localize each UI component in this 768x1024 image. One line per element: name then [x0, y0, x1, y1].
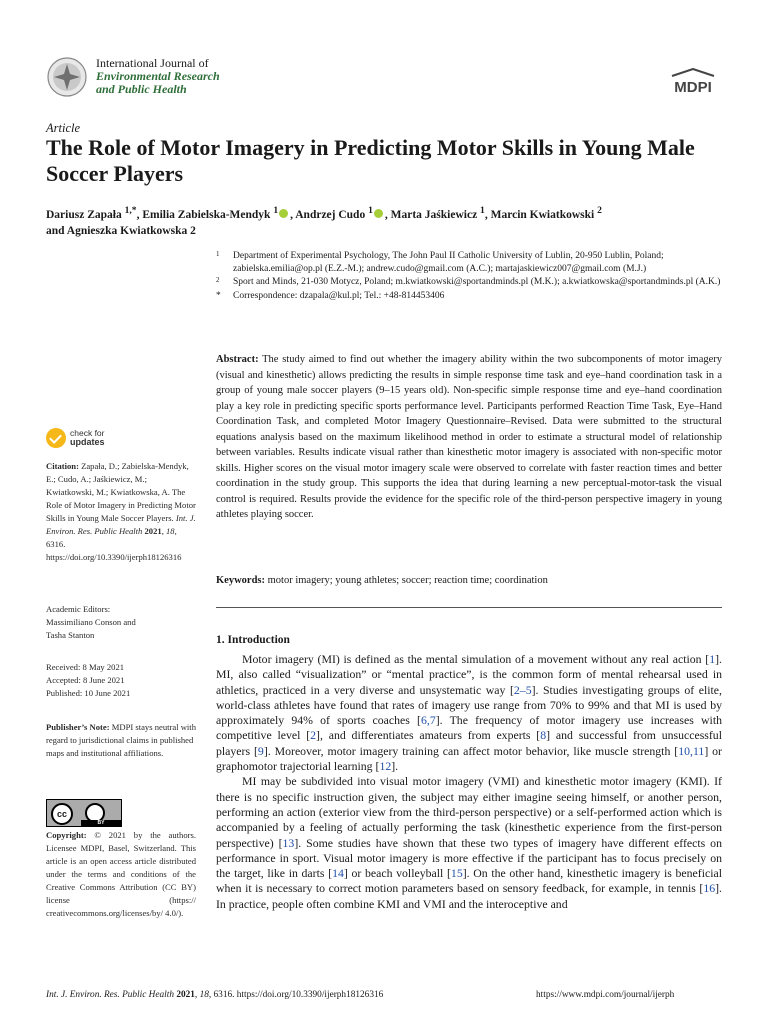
section-heading: 1. Introduction — [216, 634, 290, 646]
footer-year: 2021 — [176, 990, 195, 1000]
journal-name-line3: and Public Health — [96, 82, 187, 96]
orcid-icon[interactable] — [279, 209, 288, 218]
citation-link[interactable]: 13 — [282, 835, 295, 850]
citation-link[interactable]: 1 — [709, 652, 716, 666]
citation-label: Citation: — [46, 461, 79, 471]
article-type: Article — [46, 121, 81, 135]
citation-block: Citation: Zapała, D.; Zabielska-Mendyk, E.; Cudo, A.; Jaśkiewicz, M.; Kwiatkowski, M.; Kwiatkowska, A. The Role of Motor Imagery in Predicting Motor Skills in Young Male Soccer Players. Int. J. Environ. Res. Public Health 2021, 18, 6316. https://doi.org/10.3390/ijerph18126316 — [46, 461, 196, 562]
journal-name-line1: International Journal of — [96, 56, 209, 70]
citation-text: Zapała, D.; Zabielska-Mendyk, E.; Cudo, A.; Jaśkiewicz, M.; Kwiatkowski, M.; Kwiatkowska, A. The Role of Motor Imagery in Predicting Motor Skills in Young Male Soccer Players. — [46, 461, 196, 523]
keywords-label: Keywords: — [216, 575, 265, 586]
copyright — [46, 829, 196, 920]
journal-name — [96, 57, 220, 96]
footer-doi[interactable]: 6316. https://doi.org/10.3390/ijerph18126316 — [213, 990, 384, 1000]
editor-2: Tasha Stanton — [46, 630, 95, 640]
cc-icon: cc — [51, 803, 73, 825]
citation-link[interactable]: 14 — [332, 866, 344, 881]
citation-year: 2021 — [144, 526, 162, 536]
publisher-note — [46, 721, 196, 760]
keywords — [216, 573, 722, 588]
publisher-note-label: Publisher’s Note: — [46, 722, 110, 732]
academic-editors — [46, 603, 196, 642]
footer-url[interactable]: https://www.mdpi.com/journal/ijerph — [536, 990, 675, 1000]
citation-link[interactable]: 16 — [703, 881, 716, 896]
publisher-logo-text: MDPI — [674, 79, 712, 96]
affiliations — [216, 250, 736, 303]
affiliation-2: 2 Sport and Minds, 21-030 Motycz, Poland; m.kwiatkowski@sportandminds.pl (M.K.); a.kwiatkowska@sportandminds.pl (A.K.) — [216, 276, 721, 288]
cc-by-license-icon[interactable] — [46, 799, 122, 827]
published-date: Published: 10 June 2021 — [46, 688, 131, 698]
abstract-label: Abstract: — [216, 354, 259, 365]
intro-text — [216, 652, 722, 912]
author-line-1: Dariusz Zapała $^{1,*}$, Emilia Zabielska-Mendyk $^1$ , Andrzej Cudo $^1$ , Marta Jaśkiewicz $^1$, Marcin Kwiatkowski $^2$ — [46, 205, 602, 221]
abstract-text: The study aimed to find out whether the imagery ability within the two subcomponents of motor imagery (visual and kinesthetic) allows predicting the results in simple response time task and eye–hand coordination task in a group of young male soccer players (9–15 years old). Non-specific simple response time and eye–hand coordination play a key role in predicting specific sports performance level. Participants performed Reaction Time Task, Eye–Hand Coordination Task, and completed Motor Imagery Questionnaire–Revised. Data were submitted to the structural equations analysis based on the maximum likelihood method in order to estimate a structural model of relationship between variables. Results indicate visual rather than kinesthetic motor imagery is associated with non-specific motor skills. Higher scores on the visual motor imagery scale were observed to correlate with faster reaction times and better coordination in the study group. This supports the idea that during learning a new perceptual-motor-task the visual control is required. Results provide the evidence for the specific role of the third-person perspective imagery in young athletes playing soccer. — [216, 354, 723, 520]
received-date: Received: 8 May 2021 — [46, 662, 125, 672]
journal-name-line2: Environmental Research — [96, 69, 220, 83]
correspondence: * Correspondence: dzapala@kul.pl; Tel.: +48-814453406 — [216, 290, 445, 301]
editors-label: Academic Editors: — [46, 604, 111, 614]
mdpi-logo-icon — [666, 68, 720, 96]
paragraph-1: Motor imagery (MI) is defined as the mental simulation of a movement without any real action [1]. MI, also called “visualization” or “mental practice”, is the common form of mental rehearsal used in athletics, practiced in a very diverse and unsystematic way [2–5]. Studies investigating groups of elite, world-class athletes have found that rates of imagery use range from 70% to 99% and that MI is used by approximately 94% of sports coaches [6,7]. The frequency of motor imagery use increases with competitive level [2], and differentiates amateurs from experts [8] and successful from unsuccessful players [9]. Moreover, motor imagery training can affect motor behavior, like muscle strength [10,11] or graphomotor trajectorial learning [12]. — [216, 652, 723, 774]
citation-link[interactable]: 6,7 — [420, 713, 436, 728]
check-for-updates-button[interactable] — [46, 428, 126, 452]
footer-journal: Int. J. Environ. Res. Public Health — [46, 990, 174, 1000]
citation-volume: 18 — [165, 526, 175, 536]
check-icon — [46, 428, 66, 448]
publisher-note-text: MDPI stays neutral with regard to jurisdictional claims in published maps and institutional affiliations. — [46, 722, 196, 758]
citation-link[interactable]: 12 — [379, 759, 392, 774]
author-list — [46, 203, 746, 239]
orcid-icon[interactable] — [374, 209, 383, 218]
editor-1: Massimiliano Conson and — [46, 617, 136, 627]
citation-link[interactable]: 15 — [450, 866, 463, 881]
citation-link[interactable]: 10,11 — [678, 743, 705, 758]
footer-volume: 18 — [199, 990, 209, 1000]
citation-link[interactable]: 2 — [310, 728, 317, 743]
citation-rest[interactable]: 6316. https://doi.org/10.3390/ijerph18126316 — [46, 539, 182, 562]
citation-link[interactable]: 9 — [257, 743, 264, 758]
keywords-text: motor imagery; young athletes; soccer; reaction time; coordination — [267, 575, 548, 586]
journal-logo-icon — [46, 56, 88, 98]
accepted-date: Accepted: 8 June 2021 — [46, 675, 125, 685]
check-line1: check for — [70, 428, 105, 438]
by-label: BY — [81, 820, 121, 826]
citation-link[interactable]: 8 — [540, 728, 547, 743]
copyright-label: Copyright: — [46, 830, 87, 840]
check-line2: updates — [70, 437, 105, 447]
abstract — [216, 352, 722, 523]
copyright-text: © 2021 by the authors. Licensee MDPI, Basel, Switzerland. This article is an open access article distributed under the terms and conditions of the Creative Commons Attribution (CC BY) license (https:// creativecommons.org/licenses/by/ 4.0/). — [46, 830, 196, 918]
dates — [46, 661, 196, 700]
paragraph-2: MI may be subdivided into visual motor imagery (VMI) and kinesthetic motor imagery (KMI). If there is no specific instruction given, the subject may either imagine seeing himself, or another person, performing an action (exterior view from the third-person perspective) or a self-performed action which is accompanied by a feeling of actually performing the task (kinesthetic experience from the first-person perspective) [13]. Some studies have shown that these two types of imagery have different effects on performance in sport. Visual motor imagery is more effective if the participant has to focus precisely on the target, like in darts [14] or beach volleyball [15]. On the other hand, kinesthetic imagery is beneficial when it is necessary to correct motion parameters based on sensory feedback, for example, in tennis [16]. In practice, people often combine KMI and VMI and the interoceptive and — [216, 774, 723, 911]
footer-citation: Int. J. Environ. Res. Public Health 2021, 18, 6316. https://doi.org/10.3390/ijerph18126316 — [46, 990, 384, 1000]
citation-link[interactable]: 2–5 — [513, 682, 532, 697]
page-title: The Role of Motor Imagery in Predicting Motor Skills in Young Male Soccer Players — [46, 135, 695, 186]
affiliation-1: 1 Department of Experimental Psychology, The John Paul II Catholic University of Lublin, 20-950 Lublin, Poland; zabielska.emilia@op.pl (E.Z.-M.); andrew.cudo@gmail.com (A.C.); martajaskiewicz007@gmail.com (M.J.) — [216, 250, 664, 275]
author-line-2: and Agnieszka Kwiatkowska 2 — [46, 224, 196, 237]
divider — [216, 607, 722, 608]
citation-journal: Int. J. Environ. Res. Public Health — [46, 513, 196, 536]
